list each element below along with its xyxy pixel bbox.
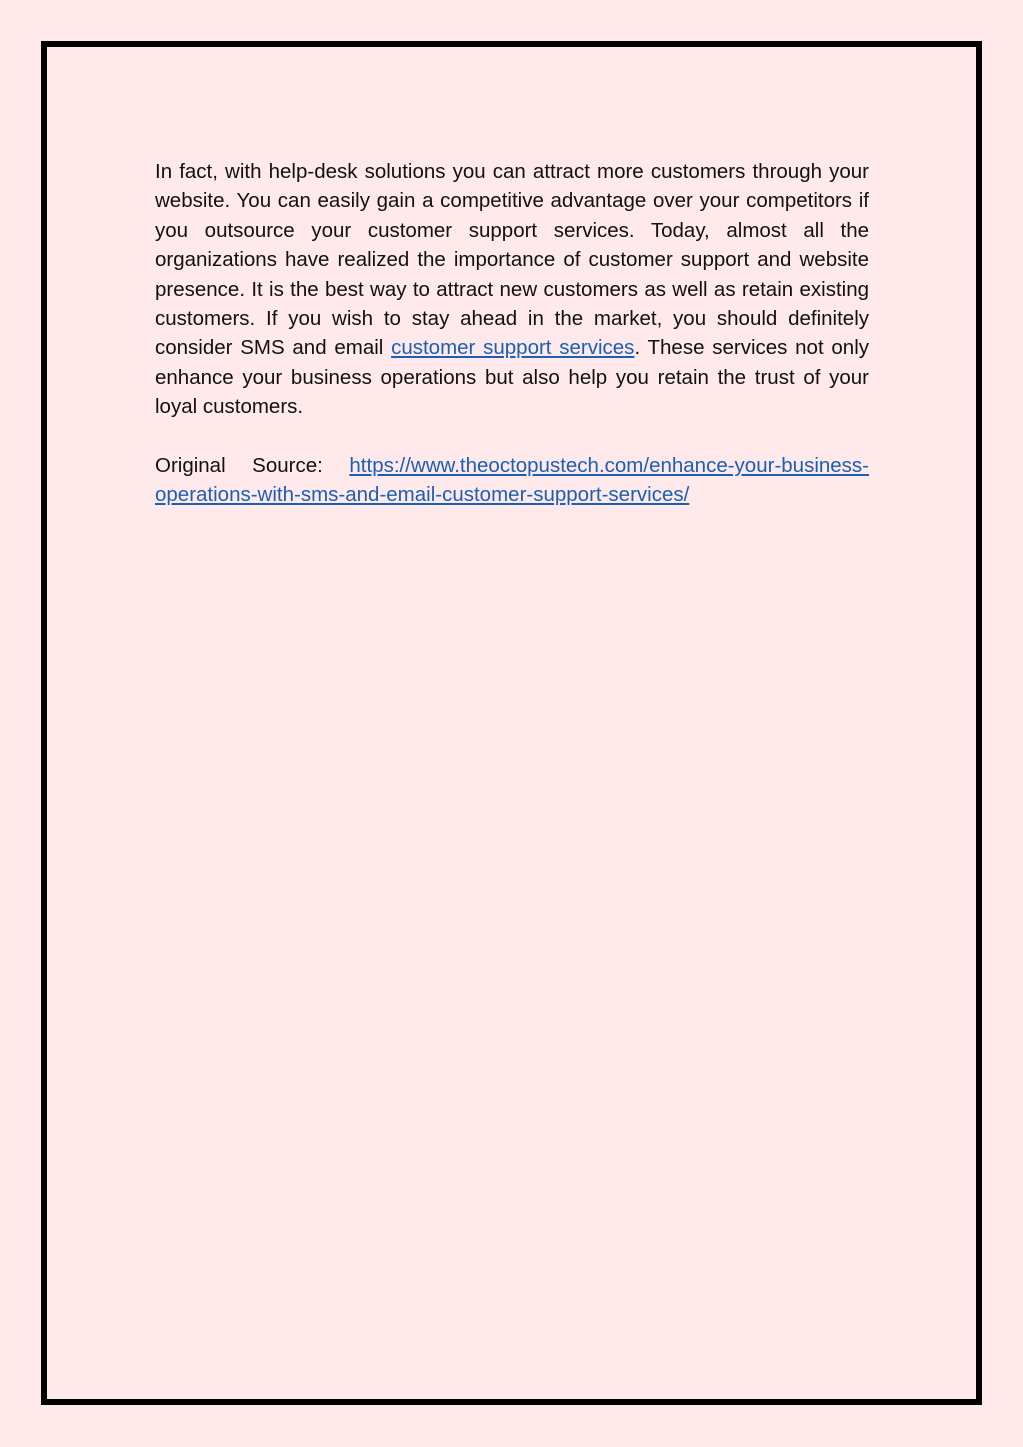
customer-support-services-link[interactable]: customer support services [391,336,635,360]
source-label: Original Source: [155,453,323,477]
paragraph-text-before-link: In fact, with help-desk solutions you can attract more customers through your website. You can easily gain a competitive advantage over your competitors if you outsource your customer support services. Today, almost all the organizations have realized the importance of customer support and website presence. It is the best way to attract new customers as well as retain existing customers. If you wish to stay ahead in the market, you should definitely consider SMS and email [155,160,869,360]
main-paragraph [155,157,869,422]
page-frame [41,41,982,1405]
paragraph-text-after-link: . These services not only enhance your business operations but also help you retain the trust of your loyal customers. [155,336,869,419]
document-body [155,157,869,538]
source-paragraph [155,451,869,510]
source-url-link[interactable]: https://www.theoctopustech.com/enhance-your-business-operations-with-sms-and-email-customer-support-services/ [155,453,870,507]
